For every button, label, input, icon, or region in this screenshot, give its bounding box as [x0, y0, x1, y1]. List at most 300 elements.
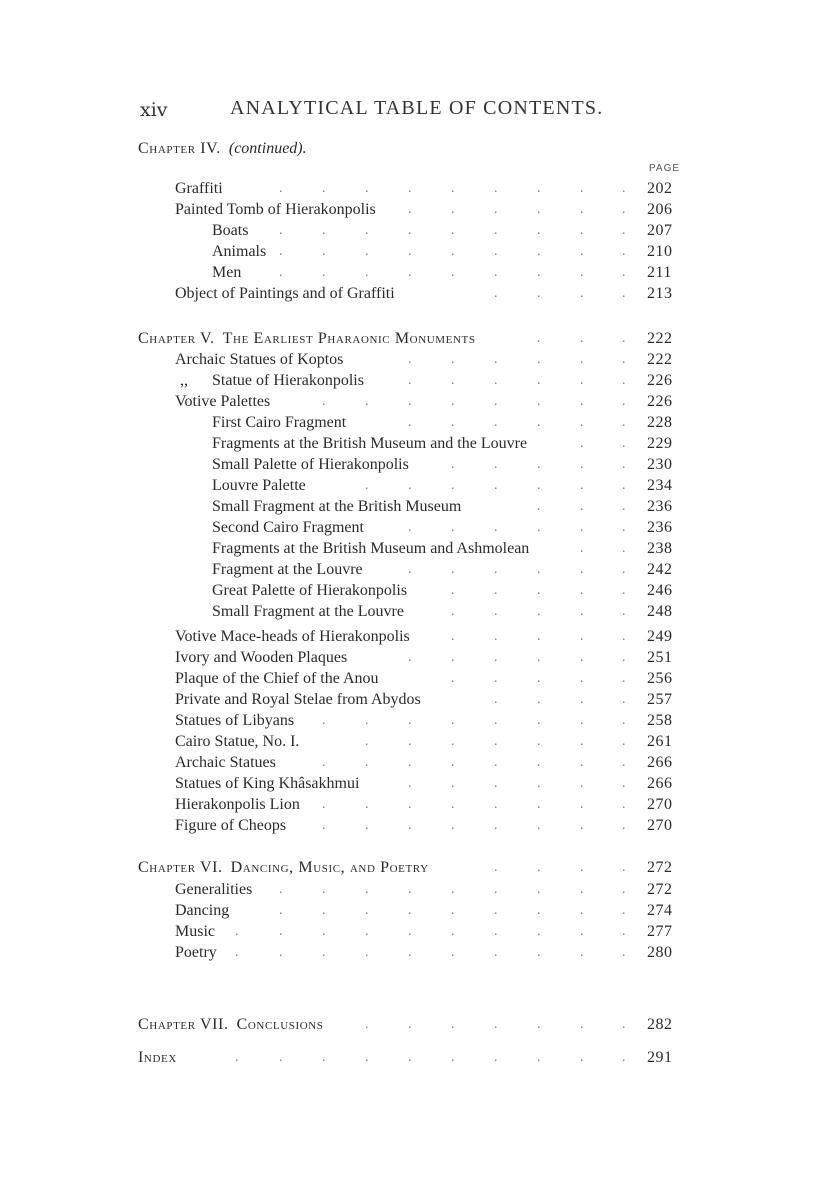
toc-entry-title: Archaic Statues — [175, 754, 276, 771]
leader-dot: . — [365, 265, 369, 280]
chapter-label: Chapter IV. — [138, 140, 221, 157]
leader-dot: . — [279, 903, 283, 918]
dot-leader — [0, 562, 840, 582]
leader-dot: . — [451, 1017, 455, 1032]
toc-entry-title: Animals — [212, 243, 267, 260]
toc-entry-title: Painted Tomb of Hierakonpolis — [175, 201, 376, 218]
leader-dot: . — [622, 223, 626, 238]
toc-entry — [0, 582, 840, 604]
leader-dot: . — [494, 373, 498, 388]
leader-dot: . — [451, 223, 455, 238]
leader-dot: . — [580, 604, 584, 619]
leader-dot: . — [622, 499, 626, 514]
leader-dot: . — [365, 924, 369, 939]
leader-dot: . — [580, 223, 584, 238]
toc-page-number: 274 — [647, 902, 673, 919]
leader-dot: . — [494, 604, 498, 619]
leader-dot: . — [365, 945, 369, 960]
leader-dot: . — [622, 541, 626, 556]
leader-dot: . — [494, 478, 498, 493]
leader-dot: . — [537, 181, 541, 196]
leader-dot: . — [580, 499, 584, 514]
leader-dot: . — [451, 583, 455, 598]
leader-dot: . — [408, 713, 412, 728]
toc-entry — [0, 372, 840, 394]
leader-dot: . — [537, 903, 541, 918]
toc-page-number: 242 — [647, 561, 673, 578]
leader-dot: . — [451, 671, 455, 686]
leader-dot: . — [622, 394, 626, 409]
leader-dot: . — [408, 223, 412, 238]
toc-page-number: 226 — [647, 372, 673, 389]
leader-dot: . — [622, 436, 626, 451]
leader-dot: . — [451, 713, 455, 728]
leader-dot: . — [537, 671, 541, 686]
toc-entry-title: Graffiti — [175, 180, 223, 197]
leader-dot: . — [279, 924, 283, 939]
toc-page-number: 272 — [647, 881, 673, 898]
toc-entry-title: Archaic Statues of Koptos — [175, 351, 344, 368]
chapter-title: Dancing, Music, and Poetry — [230, 859, 429, 876]
leader-dot: . — [537, 244, 541, 259]
leader-dot: . — [580, 562, 584, 577]
leader-dot: . — [622, 671, 626, 686]
entry-text: Statue of Hierakonpolis — [212, 372, 364, 389]
leader-dot: . — [365, 903, 369, 918]
leader-dot: . — [408, 415, 412, 430]
toc-entry — [0, 603, 840, 625]
leader-dot: . — [580, 394, 584, 409]
leader-dot: . — [622, 882, 626, 897]
page-column-label: PAGE — [649, 163, 681, 174]
leader-dot: . — [494, 202, 498, 217]
toc-page-number: 228 — [647, 414, 673, 431]
toc-page-number: 282 — [647, 1016, 673, 1033]
toc-entry-title: Music — [175, 923, 215, 940]
leader-dot: . — [322, 924, 326, 939]
toc-entry-title: Small Fragment at the British Museum — [212, 498, 462, 515]
leader-dot: . — [494, 562, 498, 577]
leader-dot: . — [580, 650, 584, 665]
leader-dot: . — [322, 797, 326, 812]
toc-entry-title: Statues of King Khâsakhmui — [175, 775, 360, 792]
toc-page-number: 211 — [647, 264, 672, 281]
leader-dot: . — [451, 818, 455, 833]
leader-dot: . — [494, 713, 498, 728]
leader-dot: . — [408, 776, 412, 791]
leader-dot: . — [622, 181, 626, 196]
toc-entry-title: Fragments at the British Museum and Ashmolean — [212, 540, 530, 557]
toc-entry — [0, 264, 840, 286]
leader-dot: . — [408, 650, 412, 665]
toc-entry-title: Men — [212, 264, 242, 281]
running-title: ANALYTICAL TABLE OF CONTENTS. — [230, 97, 604, 119]
leader-dot: . — [408, 244, 412, 259]
dot-leader — [0, 671, 840, 691]
leader-dot: . — [622, 457, 626, 472]
leader-dot: . — [494, 1050, 498, 1065]
leader-dot: . — [494, 415, 498, 430]
leader-dot: . — [580, 583, 584, 598]
leader-dot: . — [279, 244, 283, 259]
leader-dot: . — [537, 478, 541, 493]
dot-leader — [0, 583, 840, 603]
leader-dot: . — [451, 352, 455, 367]
leader-dot: . — [622, 352, 626, 367]
toc-entry-title: First Cairo Fragment — [212, 414, 347, 431]
leader-dot: . — [580, 1050, 584, 1065]
leader-dot: . — [580, 860, 584, 875]
toc-page-number: 258 — [647, 712, 673, 729]
toc-page-number: 222 — [647, 351, 673, 368]
toc-page-number: 226 — [647, 393, 673, 410]
toc-entry — [0, 180, 840, 202]
toc-page-number: 249 — [647, 628, 673, 645]
toc-entry — [0, 351, 840, 373]
dot-leader — [0, 223, 840, 243]
leader-dot: . — [408, 734, 412, 749]
toc-page-number: 272 — [647, 859, 673, 876]
leader-dot: . — [537, 860, 541, 875]
leader-dot: . — [451, 776, 455, 791]
leader-dot: . — [580, 945, 584, 960]
toc-entry — [0, 519, 840, 541]
leader-dot: . — [537, 945, 541, 960]
leader-dot: . — [494, 776, 498, 791]
dot-leader — [0, 520, 840, 540]
page-header — [140, 97, 640, 127]
leader-dot: . — [580, 734, 584, 749]
leader-dot: . — [408, 181, 412, 196]
leader-dot: . — [494, 860, 498, 875]
toc-chapter-heading — [0, 140, 840, 162]
leader-dot: . — [365, 734, 369, 749]
leader-dot: . — [494, 394, 498, 409]
chapter-label: Index — [138, 1049, 177, 1066]
leader-dot: . — [408, 797, 412, 812]
leader-dot: . — [408, 1050, 412, 1065]
leader-dot: . — [537, 692, 541, 707]
toc-page-number: 270 — [647, 817, 673, 834]
leader-dot: . — [494, 797, 498, 812]
leader-dot: . — [622, 562, 626, 577]
leader-dot: . — [322, 394, 326, 409]
leader-dot: . — [494, 671, 498, 686]
leader-dot: . — [451, 604, 455, 619]
toc-entry — [0, 393, 840, 415]
leader-dot: . — [580, 202, 584, 217]
dot-leader — [0, 692, 840, 712]
leader-dot: . — [622, 776, 626, 791]
leader-dot: . — [451, 1050, 455, 1065]
dot-leader — [0, 415, 840, 435]
leader-dot: . — [537, 713, 541, 728]
dot-leader — [0, 331, 840, 351]
toc-page-number: 261 — [647, 733, 673, 750]
leader-dot: . — [365, 797, 369, 812]
dot-leader — [0, 457, 840, 477]
leader-dot: . — [537, 499, 541, 514]
dot-leader — [0, 604, 840, 624]
leader-dot: . — [235, 945, 239, 960]
leader-dot: . — [494, 583, 498, 598]
leader-dot: . — [537, 1050, 541, 1065]
dot-leader — [0, 541, 840, 561]
toc-entry — [0, 222, 840, 244]
leader-dot: . — [322, 1050, 326, 1065]
dot-leader — [0, 478, 840, 498]
leader-dot: . — [451, 755, 455, 770]
leader-dot: . — [580, 755, 584, 770]
leader-dot: . — [580, 478, 584, 493]
dot-leader — [0, 882, 840, 902]
toc-page-number: 230 — [647, 456, 673, 473]
leader-dot: . — [622, 331, 626, 346]
leader-dot: . — [494, 818, 498, 833]
leader-dot: . — [622, 692, 626, 707]
dot-leader — [0, 924, 840, 944]
dot-leader — [0, 394, 840, 414]
toc-entry-title: Boats — [212, 222, 249, 239]
toc-entry-title: Poetry — [175, 944, 217, 961]
leader-dot: . — [537, 352, 541, 367]
toc-page-number: 257 — [647, 691, 673, 708]
toc-page-number: 206 — [647, 201, 673, 218]
leader-dot: . — [622, 629, 626, 644]
leader-dot: . — [494, 945, 498, 960]
leader-dot: . — [494, 265, 498, 280]
dot-leader — [0, 202, 840, 222]
leader-dot: . — [537, 394, 541, 409]
leader-dot: . — [408, 562, 412, 577]
toc-entry — [0, 944, 840, 966]
toc-entry-title: Louvre Palette — [212, 477, 306, 494]
leader-dot: . — [451, 181, 455, 196]
leader-dot: . — [408, 352, 412, 367]
dot-leader — [0, 776, 840, 796]
toc-page-number: 280 — [647, 944, 673, 961]
toc-entry-title: Object of Paintings and of Graffiti — [175, 285, 395, 302]
leader-dot: . — [494, 286, 498, 301]
dot-leader — [0, 181, 840, 201]
toc-entry-title: Small Palette of Hierakonpolis — [212, 456, 409, 473]
leader-dot: . — [580, 713, 584, 728]
leader-dot: . — [537, 776, 541, 791]
ditto-mark: ,, — [180, 372, 188, 389]
toc-entry-title: Generalities — [175, 881, 253, 898]
leader-dot: . — [451, 734, 455, 749]
leader-dot: . — [365, 713, 369, 728]
dot-leader — [0, 903, 840, 923]
leader-dot: . — [494, 1017, 498, 1032]
toc-entry-title: Small Fragment at the Louvre — [212, 603, 404, 620]
leader-dot: . — [537, 650, 541, 665]
leader-dot: . — [580, 457, 584, 472]
leader-dot: . — [537, 520, 541, 535]
leader-dot: . — [494, 903, 498, 918]
toc-chapter-heading — [0, 330, 840, 352]
dot-leader — [0, 1017, 840, 1037]
leader-dot: . — [408, 394, 412, 409]
dot-leader — [0, 265, 840, 285]
leader-dot: . — [365, 181, 369, 196]
leader-dot: . — [622, 755, 626, 770]
dot-leader — [0, 818, 840, 838]
leader-dot: . — [537, 415, 541, 430]
leader-dot: . — [408, 755, 412, 770]
toc-entry — [0, 477, 840, 499]
leader-dot: . — [537, 286, 541, 301]
leader-dot: . — [537, 882, 541, 897]
leader-dot: . — [622, 520, 626, 535]
leader-dot: . — [322, 244, 326, 259]
leader-dot: . — [451, 520, 455, 535]
leader-dot: . — [622, 604, 626, 619]
leader-dot: . — [494, 924, 498, 939]
leader-dot: . — [622, 860, 626, 875]
leader-dot: . — [494, 629, 498, 644]
toc-page-number: 277 — [647, 923, 673, 940]
dot-leader — [0, 650, 840, 670]
chapter-label: Chapter VI. — [138, 859, 223, 876]
toc-page-number: 248 — [647, 603, 673, 620]
leader-dot: . — [622, 1050, 626, 1065]
toc-entry-title: Cairo Statue, No. I. — [175, 733, 300, 750]
leader-dot: . — [537, 562, 541, 577]
leader-dot: . — [622, 478, 626, 493]
leader-dot: . — [537, 797, 541, 812]
leader-dot: . — [537, 818, 541, 833]
leader-dot: . — [322, 223, 326, 238]
toc-page-number: 266 — [647, 754, 673, 771]
leader-dot: . — [322, 755, 326, 770]
leader-dot: . — [537, 1017, 541, 1032]
dot-leader — [0, 713, 840, 733]
leader-dot: . — [580, 331, 584, 346]
toc-page-number: 234 — [647, 477, 673, 494]
leader-dot: . — [408, 818, 412, 833]
leader-dot: . — [365, 1050, 369, 1065]
leader-dot: . — [580, 244, 584, 259]
leader-dot: . — [537, 223, 541, 238]
leader-dot: . — [580, 286, 584, 301]
leader-dot: . — [408, 924, 412, 939]
toc-entry-title: Second Cairo Fragment — [212, 519, 364, 536]
toc-entry — [0, 498, 840, 520]
toc-entry — [0, 754, 840, 776]
toc-entry — [0, 414, 840, 436]
leader-dot: . — [408, 945, 412, 960]
leader-dot: . — [622, 265, 626, 280]
toc-entry — [0, 561, 840, 583]
leader-dot: . — [580, 436, 584, 451]
leader-dot: . — [580, 671, 584, 686]
toc-entry — [0, 881, 840, 903]
leader-dot: . — [580, 924, 584, 939]
dot-leader — [0, 352, 840, 372]
dot-leader — [0, 797, 840, 817]
toc-entry-title: Hierakonpolis Lion — [175, 796, 300, 813]
leader-dot: . — [322, 882, 326, 897]
leader-dot: . — [451, 629, 455, 644]
toc-page-number: 222 — [647, 330, 673, 347]
chapter-title: Conclusions — [236, 1016, 324, 1033]
dot-leader — [0, 860, 840, 880]
toc-page-number: 270 — [647, 796, 673, 813]
toc-page-number: 213 — [647, 285, 673, 302]
toc-page-number: 236 — [647, 519, 673, 536]
leader-dot: . — [494, 223, 498, 238]
leader-dot: . — [537, 604, 541, 619]
toc-entry-title: Fragments at the British Museum and the Louvre — [212, 435, 528, 452]
leader-dot: . — [622, 945, 626, 960]
leader-dot: . — [451, 650, 455, 665]
leader-dot: . — [279, 1050, 283, 1065]
leader-dot: . — [494, 882, 498, 897]
dot-leader — [0, 244, 840, 264]
leader-dot: . — [537, 331, 541, 346]
leader-dot: . — [451, 373, 455, 388]
leader-dot: . — [622, 244, 626, 259]
leader-dot: . — [408, 903, 412, 918]
leader-dot: . — [622, 1017, 626, 1032]
leader-dot: . — [451, 265, 455, 280]
leader-dot: . — [235, 1050, 239, 1065]
toc-entry — [0, 712, 840, 734]
leader-dot: . — [622, 202, 626, 217]
toc-page-number: 251 — [647, 649, 673, 666]
toc-entry — [0, 733, 840, 755]
chapter-label: Chapter V. — [138, 330, 215, 347]
leader-dot: . — [622, 903, 626, 918]
toc-entry — [0, 201, 840, 223]
leader-dot: . — [580, 181, 584, 196]
toc-entry — [0, 902, 840, 924]
toc-entry — [0, 285, 840, 307]
leader-dot: . — [494, 734, 498, 749]
page-number: xiv — [140, 99, 168, 121]
dot-leader — [0, 286, 840, 306]
toc-entry — [0, 670, 840, 692]
leader-dot: . — [537, 202, 541, 217]
leader-dot: . — [235, 924, 239, 939]
leader-dot: . — [322, 818, 326, 833]
dot-leader — [0, 945, 840, 965]
leader-dot: . — [408, 202, 412, 217]
toc-page-number: 229 — [647, 435, 673, 452]
toc-page-number: 207 — [647, 222, 673, 239]
dot-leader — [0, 373, 840, 393]
leader-dot: . — [451, 478, 455, 493]
toc-entry-title — [138, 140, 307, 158]
leader-dot: . — [365, 394, 369, 409]
leader-dot: . — [494, 457, 498, 472]
leader-dot: . — [451, 457, 455, 472]
toc-entry — [0, 435, 840, 457]
toc-entry — [0, 456, 840, 478]
leader-dot: . — [537, 629, 541, 644]
toc-page-number: 236 — [647, 498, 673, 515]
leader-dot: . — [322, 713, 326, 728]
leader-dot: . — [494, 244, 498, 259]
toc-entry — [0, 628, 840, 650]
leader-dot: . — [279, 945, 283, 960]
toc-entry-title: Statues of Libyans — [175, 712, 295, 729]
dot-leader — [0, 436, 840, 456]
leader-dot: . — [322, 181, 326, 196]
leader-dot: . — [365, 755, 369, 770]
leader-dot: . — [580, 415, 584, 430]
